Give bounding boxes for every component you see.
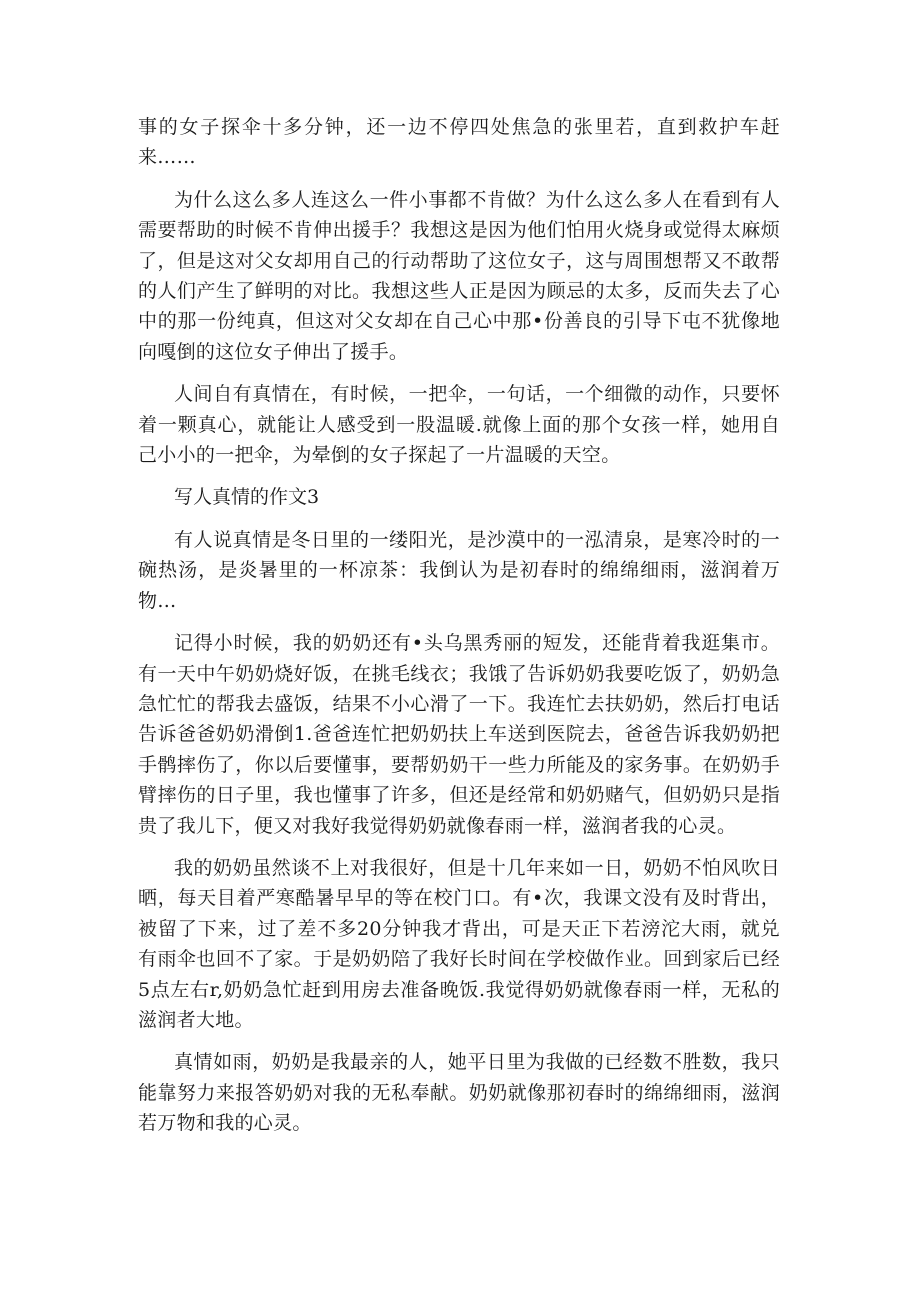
paragraph: 人间自有真情在，有时候，一把伞，一句话，一个细微的动作，只要怀着一颗真心，就能让人感受到一股温暖.就像上面的那个女孩一样，她用自己小小的一把伞，为晕倒的女子探起了一片温暖的天空。 [138,383,780,467]
paragraph: 记得小时候，我的奶奶还有•头乌黑秀丽的短发，还能背着我逛集市。有一天中午奶奶烧好饭，在挑毛线衣；我饿了告诉奶奶我要吃饭了，奶奶急急忙忙的帮我去盛饭，结果不小心滑了一下。我连忙去扶奶奶，然后打电话告诉爸爸奶奶滑倒1.爸爸连忙把奶奶扶上车送到医院去，爸爸告诉我奶奶把手鹘摔伤了，你以后要懂事，要帮奶奶干一些力所能及的家务事。在奶奶手臂摔伤的日子里，我也懂事了许多，但还是经常和奶奶赌气，但奶奶只是指贵了我儿下，便又对我好我觉得奶奶就像春雨一样，滋润者我的心灵。 [138,632,780,837]
section-heading: 写人真情的作文3 [174,486,320,509]
document-body [138,112,780,1139]
paragraph: 为什么这么多人连这么一件小事都不肯做？为什么这么多人在看到有人需要帮助的时候不肯伸出援手？我想这是因为他们怕用火烧身或觉得太麻烦了，但是这对父女却用自己的行动帮助了这位女子，这与周围想帮又不敢帮的人们产生了鲜明的对比。我想这些人正是因为顾忌的太多，反而失去了心中的那一份纯真，但这对父女却在自己心中那•份善良的引导下屯不犹像地向嘎倒的这位女子伸出了援手。 [138,188,780,363]
paragraph-continuation: 事的女子探伞十多分钟，还一边不停四处焦急的张里若，直到救护车赶来…… [138,116,780,169]
paragraph: 有人说真情是冬日里的一缕阳光，是沙漠中的一泓清泉，是寒冷时的一碗热汤，是炎暑里的一杯凉茶：我倒认为是初春时的绵绵细雨，滋润着万物… [138,528,780,612]
paragraph: 真情如雨，奶奶是我最亲的人，她平日里为我做的已经数不胜数，我只能靠努力来报答奶奶对我的无私奉献。奶奶就像那初春时的绵绵细雨，滋润若万物和我的心灵。 [138,1051,780,1135]
paragraph: 我的奶奶虽然谈不上对我很好，但是十几年来如一日，奶奶不怕风吹日晒，每天目着严寒酷暑早早的等在校门口。有•次，我课文没有及时背出，被留了下来，过了差不多20分钟我才背出，可是天正下若滂沱大雨，就兑有雨伞也回不了家。于是奶奶陪了我好长时间在学校做作业。回到家后已经5点左右r,奶奶急忙赶到用房去准备晚饭.我觉得奶奶就像春雨一样，无私的滋润者大地。 [138,856,780,1031]
